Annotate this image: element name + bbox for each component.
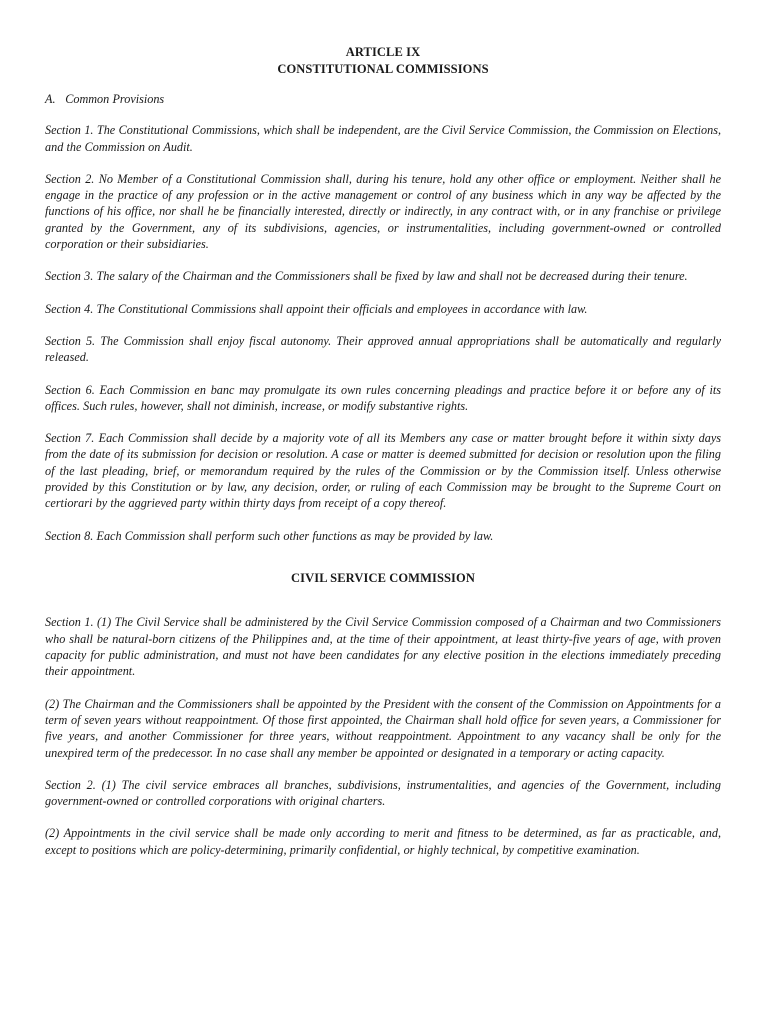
common-section-5: Section 5. The Commission shall enjoy fiscal autonomy. Their approved annual appropriations shall be automatically and regularly released.: [45, 333, 721, 365]
civil-service-title: CIVIL SERVICE COMMISSION: [291, 570, 475, 585]
common-section-6: Section 6. Each Commission en banc may promulgate its own rules concerning pleadings and practice before it or before any of its offices. Such rules, however, shall not diminish, increase, or modify substantive rights.: [45, 382, 721, 413]
common-section-3: Section 3. The salary of the Chairman and the Commissioners shall be fixed by law and shall not be decreased during their tenure.: [45, 269, 688, 284]
civil-section-1-1: Section 1. (1) The Civil Service shall be administered by the Civil Service Commission composed of a Chairman and two Commissioners who shall be natural-born citizens of the Philippines and, at the time of their appointment, at least thirty-five years of age, with proven capacity for public administration, and must not have been candidates for any elective position in the elections immediately preceding their appointment.: [45, 615, 721, 679]
common-section-4: Section 4. The Constitutional Commissions shall appoint their officials and employees in accordance with law.: [45, 301, 588, 316]
common-section-7: Section 7. Each Commission shall decide by a majority vote of all its Members any case or matter brought before it within sixty days from the date of its submission for decision or resolution. A case or matter is deemed submitted for decision or resolution upon the filing of the last pleading, brief, or memorandum required by the rules of the Commission or by the Commission itself. Unless otherwise provided by this Constitution or by law, any decision, order, or ruling of each Commission may be brought to the Supreme Court on certiorari by the aggrieved party within thirty days from receipt of a copy thereof.: [45, 431, 721, 511]
article-subtitle: CONSTITUTIONAL COMMISSIONS: [277, 61, 489, 76]
common-section-8: Section 8. Each Commission shall perform such other functions as may be provided by law.: [45, 528, 494, 543]
civil-section-2-2: (2) Appointments in the civil service shall be made only according to merit and fitness to be determined, as far as practicable, and, except to positions which are policy-determining, primarily confidential, or highly technical, by competitive examination.: [45, 826, 721, 857]
civil-section-2-1: Section 2. (1) The civil service embraces all branches, subdivisions, instrumentalities, and agencies of the Government, including government-owned or controlled corporations with original charters.: [45, 777, 721, 809]
common-section-1: Section 1. The Constitutional Commissions, which shall be independent, are the Civil Service Commission, the Commission on Elections, and the Commission on Audit.: [45, 123, 721, 154]
common-section-2: Section 2. No Member of a Constitutional Commission shall, during his tenure, hold any other office or employment. Neither shall he engage in the practice of any profession or in the active management or control of any business which in any way be affected by the functions of his office, nor shall he be financially interested, directly or indirectly, in any contract with, or in any franchise or privilege granted by the Government, any of its subdivisions, agencies, or instrumentalities, including government-owned or controlled corporation or their subsidiaries.: [45, 171, 721, 252]
civil-section-1-2: (2) The Chairman and the Commissioners shall be appointed by the President with the consent of the Commission on Appointments for a term of seven years without reappointment. Of those first appointed, the Chairman shall hold office for seven years, a Commissioner for five years, and another Commissioner for three years, without reappointment. Appointment to any vacancy shall be only for the unexpired term of the predecessor. In no case shall any member be appointed or designated in a temporary or acting capacity.: [45, 696, 721, 760]
article-title: ARTICLE IX: [345, 45, 421, 59]
common-provisions-heading: A. Common Provisions: [45, 92, 165, 106]
document-page: [45, 44, 721, 874]
